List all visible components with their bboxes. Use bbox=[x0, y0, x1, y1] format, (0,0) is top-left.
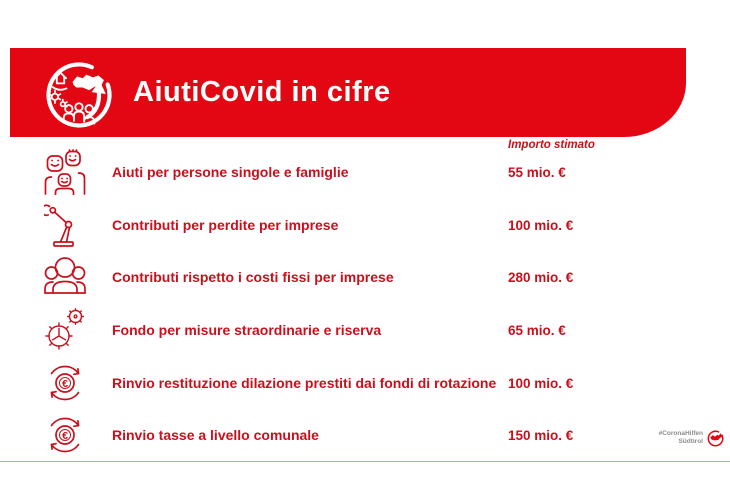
table-row bbox=[0, 409, 730, 461]
crowd-icon bbox=[44, 254, 86, 300]
brand-line1: #CoronaHilfen bbox=[658, 429, 703, 437]
row-amount: 55 mio. € bbox=[508, 164, 566, 180]
row-amount: 150 mio. € bbox=[508, 427, 574, 443]
row-label: Rinvio restituzione dilazione prestiti dai fondi di rotazione bbox=[112, 375, 497, 391]
euro-rotation-icon bbox=[44, 412, 86, 458]
brand-line2: Südtirol bbox=[678, 438, 703, 445]
row-amount: 280 mio. € bbox=[508, 269, 574, 285]
table-row bbox=[0, 146, 730, 198]
table-row bbox=[0, 304, 730, 356]
svg-text:€: € bbox=[62, 429, 68, 442]
row-label: Aiuti per persone singole e famiglie bbox=[112, 164, 349, 180]
row-amount: 100 mio. € bbox=[508, 217, 574, 233]
footer-divider bbox=[0, 461, 730, 462]
covid-aid-circle-logo-icon bbox=[42, 56, 116, 132]
robot-arm-icon bbox=[44, 202, 86, 248]
coronahilfen-logo-icon bbox=[706, 429, 725, 448]
euro-rotation-icon bbox=[44, 360, 86, 406]
family-icon bbox=[44, 149, 86, 195]
coronahilfen-brand bbox=[640, 426, 725, 450]
row-label: Rinvio tasse a livello comunale bbox=[112, 427, 319, 443]
amount-column-header: Importo stimato bbox=[508, 139, 595, 151]
row-amount: 100 mio. € bbox=[508, 375, 574, 391]
row-label: Contributi per perdite per imprese bbox=[112, 217, 339, 233]
table-row bbox=[0, 251, 730, 303]
row-label: Fondo per misure straordinarie e riserva bbox=[112, 322, 382, 338]
coronahilfen-text bbox=[659, 430, 703, 446]
row-amount: 65 mio. € bbox=[508, 322, 566, 338]
table-row bbox=[0, 199, 730, 251]
gears-icon bbox=[44, 307, 86, 353]
page-title: AiutiCovid in cifre bbox=[133, 76, 391, 108]
table-row bbox=[0, 357, 730, 409]
header-banner bbox=[10, 48, 686, 137]
svg-text:€: € bbox=[62, 377, 68, 390]
row-label: Contributi rispetto i costi fissi per imprese bbox=[112, 269, 394, 285]
